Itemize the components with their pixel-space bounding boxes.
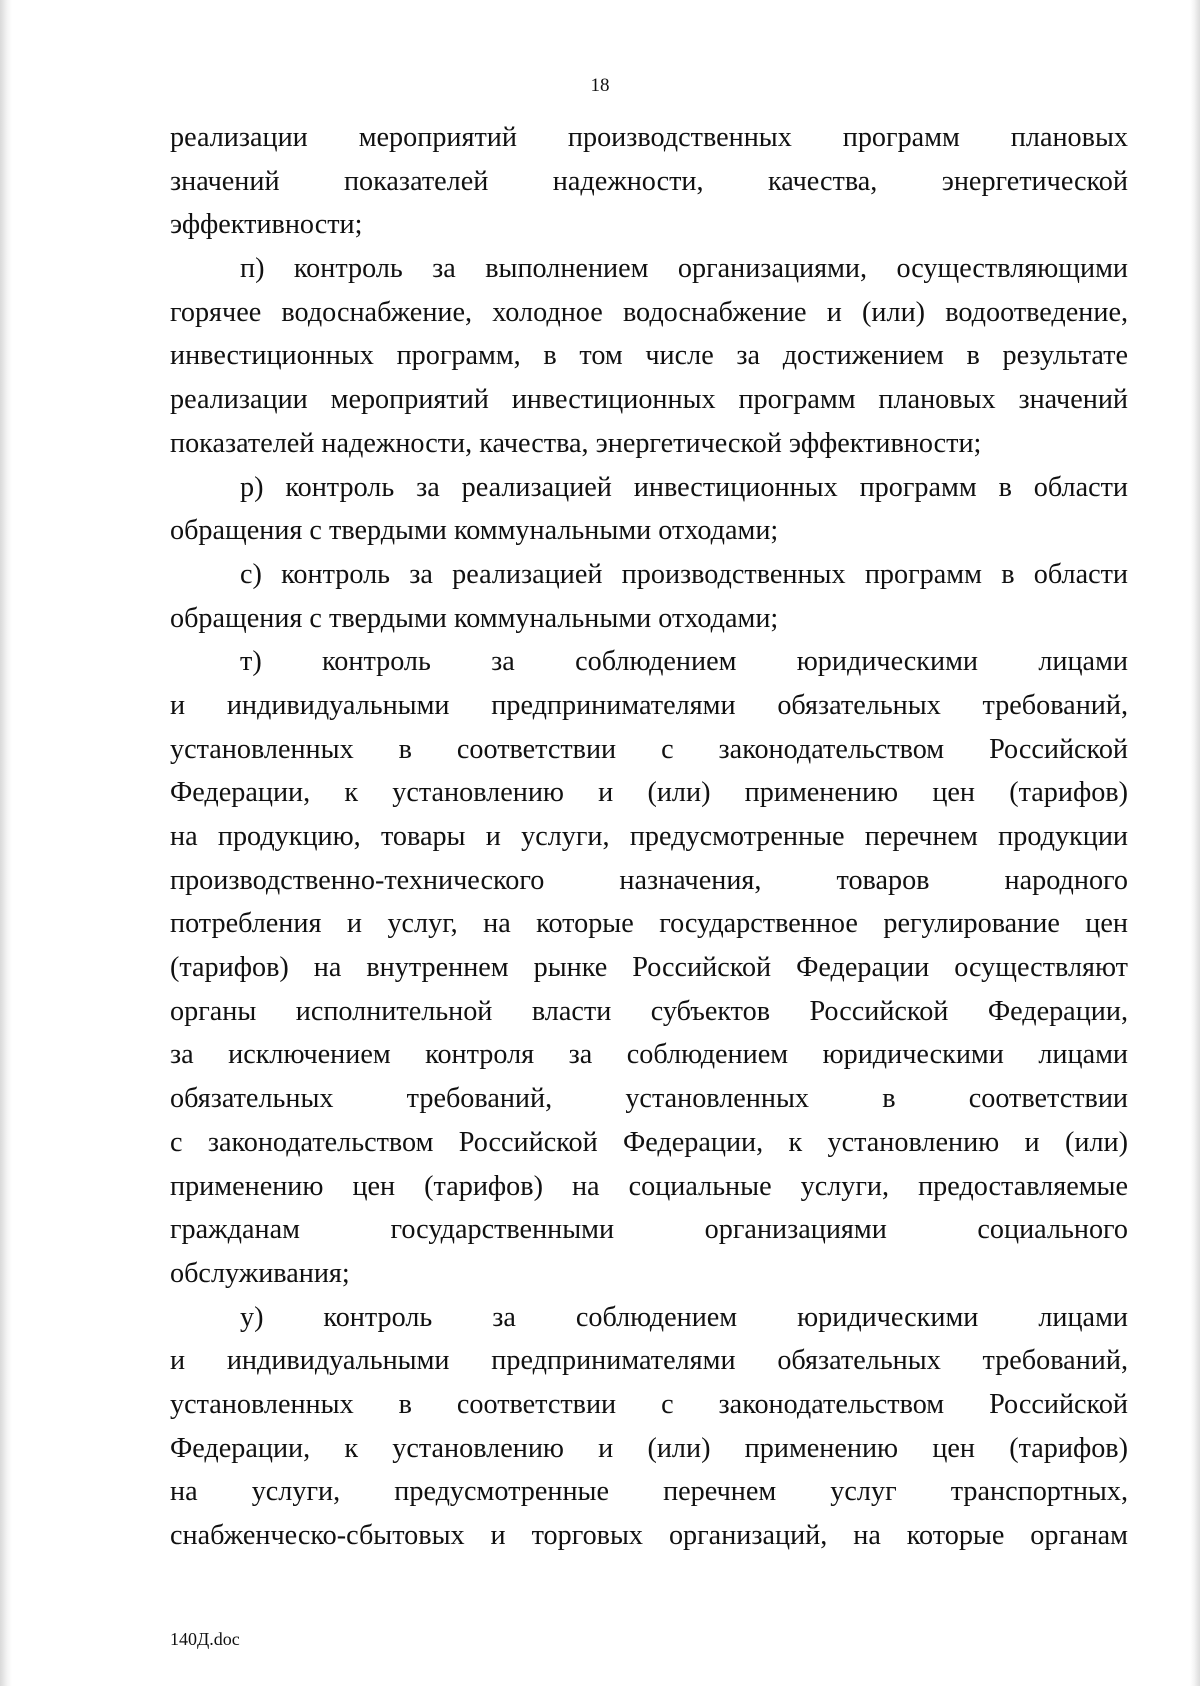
text-line: установленных в соответствии с законодательством Российской bbox=[170, 1388, 1128, 1420]
text-line: и индивидуальными предпринимателями обязательных требований, bbox=[170, 1345, 1128, 1377]
text-line: реализации мероприятий производственных программ плановых bbox=[170, 122, 1128, 153]
text-line: снабженческо-сбытовых и торговых организаций, на которые органам bbox=[170, 1520, 1128, 1551]
text-line: Федерации, к установлению и (или) применению цен (тарифов) bbox=[170, 777, 1128, 809]
text-line: с законодательством Российской Федерации, к установлению и (или) bbox=[170, 1126, 1128, 1158]
text-line: т) контроль за соблюдением юридическими лицами bbox=[240, 646, 1128, 678]
text-line: обязательных требований, установленных в соответствии bbox=[170, 1083, 1128, 1115]
text-line: за исключением контроля за соблюдением юридическими лицами bbox=[170, 1039, 1128, 1071]
text-line: п) контроль за выполнением организациями, осуществляющими bbox=[240, 253, 1128, 285]
text-line: горячее водоснабжение, холодное водоснабжение и (или) водоотведение, bbox=[170, 296, 1128, 328]
text-line: установленных в соответствии с законодательством Российской bbox=[170, 733, 1128, 765]
text-line: инвестиционных программ, в том числе за достижением в результате bbox=[170, 340, 1128, 372]
text-line: производственно-технического назначения, товаров народного bbox=[170, 864, 1128, 896]
text-line: гражданам государственными организациями социального bbox=[170, 1214, 1128, 1246]
text-line: Федерации, к установлению и (или) применению цен (тарифов) bbox=[170, 1432, 1128, 1464]
text-line: р) контроль за реализацией инвестиционных программ в области bbox=[240, 471, 1128, 503]
footer-filename: 140Д.doc bbox=[170, 1629, 240, 1649]
page-number: 18 bbox=[590, 75, 610, 96]
body-text bbox=[170, 116, 1128, 1558]
text-line: (тарифов) на внутреннем рынке Российской Федерации осуществляют bbox=[170, 952, 1128, 984]
scan-edge-right bbox=[1190, 0, 1200, 1686]
text-line: показателей надежности, качества, энергетической эффективности; bbox=[170, 427, 982, 459]
text-line: и индивидуальными предпринимателями обязательных требований, bbox=[170, 689, 1128, 721]
text-line: у) контроль за соблюдением юридическими лицами bbox=[240, 1301, 1128, 1333]
text-line: обслуживания; bbox=[170, 1257, 350, 1289]
text-line: применению цен (тарифов) на социальные услуги, предоставляемые bbox=[170, 1170, 1128, 1202]
text-line: значений показателей надежности, качества, энергетической bbox=[170, 165, 1128, 197]
scan-edge-left bbox=[0, 0, 12, 1686]
text-line: органы исполнительной власти субъектов Российской Федерации, bbox=[170, 995, 1128, 1027]
text-line: с) контроль за реализацией производственных программ в области bbox=[240, 558, 1128, 590]
text-line: на услуги, предусмотренные перечнем услуг транспортных, bbox=[170, 1476, 1128, 1508]
text-line: обращения с твердыми коммунальными отходами; bbox=[170, 602, 779, 634]
text-line: эффективности; bbox=[170, 209, 363, 241]
text-line: потребления и услуг, на которые государственное регулирование цен bbox=[170, 908, 1128, 940]
text-line: обращения с твердыми коммунальными отходами; bbox=[170, 515, 779, 547]
text-line: реализации мероприятий инвестиционных программ плановых значений bbox=[170, 384, 1128, 416]
text-line: на продукцию, товары и услуги, предусмотренные перечнем продукции bbox=[170, 821, 1128, 852]
